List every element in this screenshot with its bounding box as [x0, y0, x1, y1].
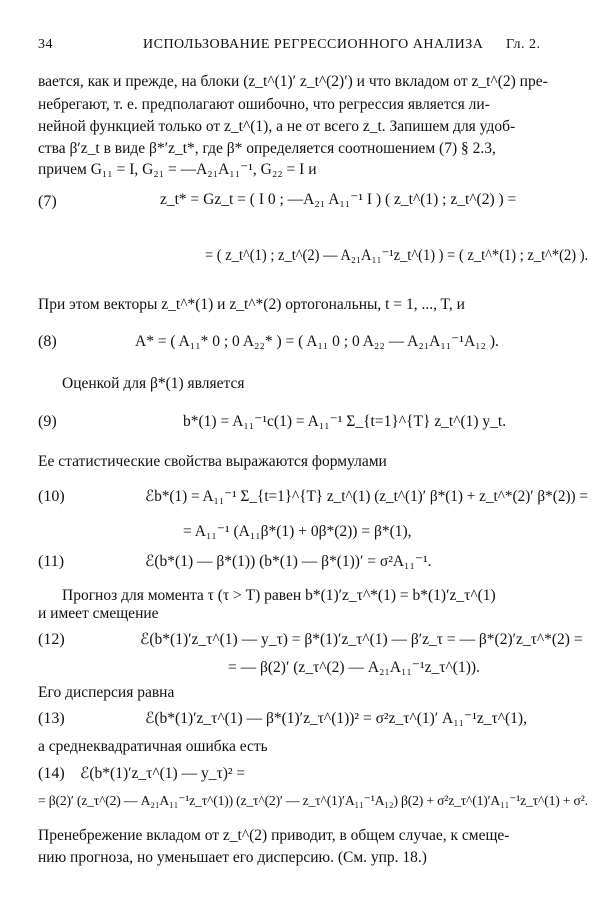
equation-10-line-1: ℰb*(1) = A₁₁⁻¹ Σ_{t=1}^{T} z_t^(1) (z_t^(1)′ β*(1) + z_t^*(2)′ β*(2)) =: [145, 488, 588, 505]
equation-14-line-2: = β(2)′ (z_τ^(2) — A₂₁A₁₁⁻¹z_τ^(1)) (z_τ^(2)′ — z_τ^(1)′A₁₁⁻¹A₁₂) β(2) + σ²z_τ^(1)′A₁₁⁻¹z_τ^(1) + σ².: [38, 794, 588, 809]
equation-10-line-2: = A₁₁⁻¹ (A₁₁β*(1) + 0β*(2)) = β*(1),: [183, 523, 412, 540]
paragraph-line: причем G₁₁ = I, G₂₁ = —A₂₁A₁₁⁻¹, G₂₂ = I и: [38, 161, 317, 178]
equation-number: (12): [38, 631, 65, 648]
paragraph-line: Прогноз для момента τ (τ > T) равен b*(1)′z_τ^*(1) = b*(1)′z_τ^(1): [62, 587, 496, 604]
paragraph-line: небрегают, т. е. предполагают ошибочно, что регрессия является ли-: [38, 96, 490, 113]
equation-7-line-1: z_t* = Gz_t = ( I 0 ; —A₂₁ A₁₁⁻¹ I ) ( z_t^(1) ; z_t^(2) ) =: [160, 191, 517, 208]
equation-number: (7): [38, 193, 57, 210]
page-number: 34: [38, 37, 53, 52]
paragraph-line: При этом векторы z_t^*(1) и z_t^*(2) ортогональны, t = 1, ..., T, и: [38, 296, 465, 313]
equation-13: ℰ(b*(1)′z_τ^(1) — β*(1)′z_τ^(1))² = σ²z_τ^(1)′ A₁₁⁻¹z_τ^(1),: [145, 710, 527, 727]
equation-11: ℰ(b*(1) — β*(1)) (b*(1) — β*(1))′ = σ²A₁₁⁻¹.: [145, 553, 432, 570]
paragraph-line: ства β′z_t в виде β*′z_t*, где β* определяется соотношением (7) § 2.3,: [38, 140, 496, 157]
paragraph-line: нию прогноза, но уменьшает его дисперсию. (См. упр. 18.): [38, 849, 427, 866]
paragraph-line: Оценкой для β*(1) является: [62, 375, 245, 392]
equation-number: (13): [38, 710, 65, 727]
equation-8: A* = ( A₁₁* 0 ; 0 A₂₂* ) = ( A₁₁ 0 ; 0 A₂₂ — A₂₁A₁₁⁻¹A₁₂ ).: [135, 333, 499, 350]
paragraph-line: а среднеквадратичная ошибка есть: [38, 738, 268, 755]
paragraph-line: Ее статистические свойства выражаются формулами: [38, 453, 387, 470]
equation-12-line-1: ℰ(b*(1)′z_τ^(1) — y_τ) = β*(1)′z_τ^(1) — β′z_τ = — β*(2)′z_τ^*(2) =: [140, 631, 583, 648]
paragraph-line: вается, как и прежде, на блоки (z_t^(1)′ z_t^(2)′) и что вкладом от z_t^(2) пре-: [38, 73, 548, 90]
equation-number: (8): [38, 333, 57, 350]
paragraph-line: нейной функцией только от z_t^(1), а не от всего z_t. Запишем для удоб-: [38, 118, 516, 135]
equation-9: b*(1) = A₁₁⁻¹c(1) = A₁₁⁻¹ Σ_{t=1}^{T} z_t^(1) y_t.: [183, 413, 507, 430]
paragraph-line: Его дисперсия равна: [38, 684, 175, 701]
equation-number: (10): [38, 488, 65, 505]
equation-number: (9): [38, 413, 57, 430]
equation-7-line-2: = ( z_t^(1) ; z_t^(2) — A₂₁A₁₁⁻¹z_t^(1) ) = ( z_t^*(1) ; z_t^*(2) ).: [205, 247, 589, 264]
running-title: ИСПОЛЬЗОВАНИЕ РЕГРЕССИОННОГО АНАЛИЗА: [143, 37, 484, 52]
paragraph-line: и имеет смещение: [38, 605, 159, 622]
equation-12-line-2: = — β(2)′ (z_τ^(2) — A₂₁A₁₁⁻¹z_τ^(1)).: [228, 659, 480, 676]
paragraph-line: Пренебрежение вкладом от z_t^(2) приводит, в общем случае, к смеще-: [38, 827, 510, 844]
equation-14-line-1: ℰ(b*(1)′z_τ^(1) — y_τ)² =: [80, 765, 246, 782]
chapter-label: Гл. 2.: [506, 37, 541, 52]
equation-number: (14): [38, 765, 65, 782]
equation-number: (11): [38, 553, 65, 570]
